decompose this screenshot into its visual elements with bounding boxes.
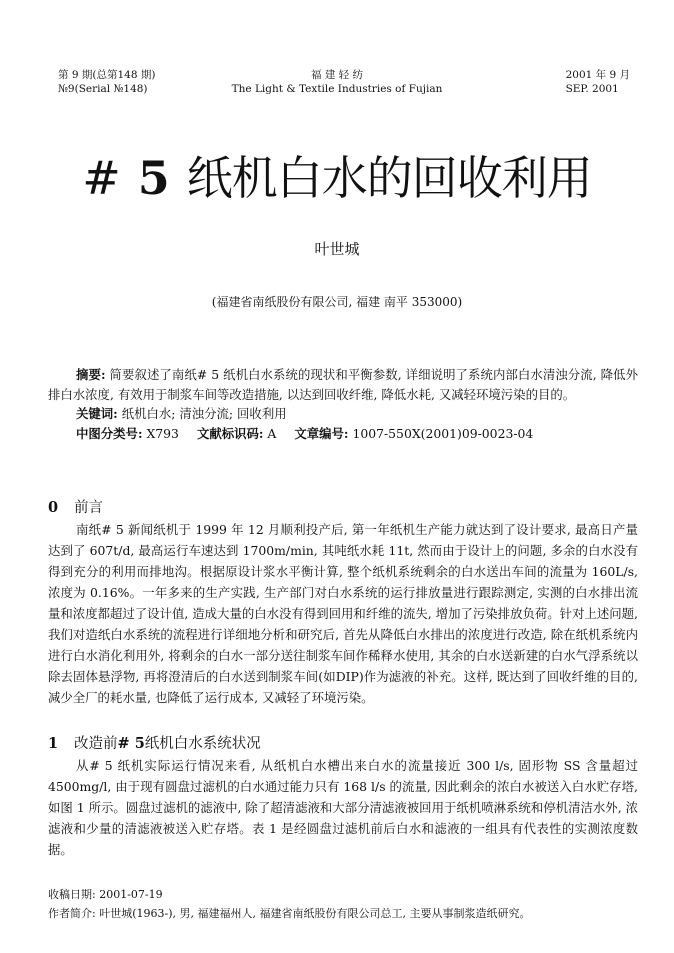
author-affiliation: (福建省南纸股份有限公司, 福建 南平 353000) (211, 295, 463, 309)
abstract-block (48, 365, 638, 443)
abstract (48, 365, 638, 404)
title-prefix: # (82, 151, 120, 205)
section-number: 1 (48, 735, 59, 752)
section-heading (48, 497, 638, 519)
journal-name-en: The Light & Textile Industries of Fujian (231, 83, 443, 95)
received-date: 收稿日期: 2001-07-19 (48, 888, 163, 901)
article-no-field (294, 426, 533, 441)
paper-title (0, 148, 674, 208)
journal-date (566, 68, 630, 96)
keywords-label: 关键词: (76, 406, 118, 421)
body-paragraph: 南纸# 5 新闻纸机于 1999 年 12 月顺利投产后, 第一年纸机生产能力就达到了设计要求, 最高日产量达到了 607t/d, 最高运行车速达到 1700m/min, 其吨纸水耗 11t, 然而由于设计上的问题, 多余的白水没有得到充分的利用而排地沟。根据原设计浆水平衡计算, 整个纸机系统剩余的白水送出车间的流量为 160L/s, 浓度为 0.16%。一年多来的生产实践, 生产部门对白水系统的运行排放量进行跟踪测定, 实测的白水排出流量和浓度都超过了设计值, 造成大量的白水没有得到回用和纤维的流失, 增加了污染排放负荷。针对上述问题, 我们对造纸白水系统的流程进行详细地分析和研究后, 首先从降低白水排出的浓度进行改造, 除在纸机系统内进行白水消化利用外, 将剩余的白水一部分送往制浆车间作稀释水使用, 其余的白水送新建的白水气浮系统以除去固体悬浮物, 再将澄清后的白水送到制浆车间(如DIP)作为滤液的补充。这样, 既达到了回收纤维的目的, 减少全厂的耗水量, 也降低了运行成本, 又减轻了环境污染。 (48, 522, 638, 705)
issue-number-en: №9(Serial №148) (58, 83, 148, 95)
section-title-pre: 改造前 (74, 736, 118, 752)
date-en: SEP. 2001 (565, 83, 619, 95)
keywords (48, 404, 638, 424)
clc-value: X793 (142, 425, 179, 441)
classification-line (48, 424, 638, 444)
author-name: 叶世城 (314, 240, 360, 258)
article-no-value: 1007-550X(2001)09-0023-04 (348, 425, 534, 441)
journal-name-cn: 福 建 轻 纺 (310, 69, 363, 81)
clc-label: 中图分类号: (76, 425, 143, 441)
section-title-machine: # 5 (117, 735, 145, 752)
issue-number-cn: 第 9 期(总第148 期) (58, 69, 156, 81)
section-heading (48, 733, 638, 755)
author-bio: 作者简介: 叶世城(1963-), 男, 福建福州人, 福建省南纸股份有限公司总工, 主要从事制浆造纸研究。 (48, 907, 531, 920)
article-no-label: 文章编号: (294, 425, 349, 441)
footnote (48, 885, 648, 923)
section-title: 前言 (74, 500, 103, 516)
abstract-text: 简要叙述了南纸# 5 纸机白水系统的现状和平衡参数, 详细说明了系统内部白水清浊分流, 降低外排白水浓度, 有效用于制浆车间等改造措施, 以达到回收纤维, 降低水耗, 又减轻环境污染的目的。 (48, 367, 638, 402)
doc-code-field (197, 426, 276, 441)
doc-code-value: A (263, 425, 277, 441)
section-number: 0 (48, 499, 59, 516)
section-introduction (48, 497, 638, 708)
date-cn: 2001 年 9 月 (565, 69, 630, 81)
title-text: 纸机白水的回收利用 (186, 151, 592, 205)
abstract-label: 摘要: (76, 367, 106, 382)
section-status-before (48, 733, 638, 860)
clc-field (76, 426, 179, 441)
keywords-text: 纸机白水; 清浊分流; 回收利用 (117, 406, 287, 421)
doc-code-label: 文献标识码: (196, 425, 264, 441)
body-paragraph: 从# 5 纸机实际运行情况来看, 从纸机白水槽出来白水的流量接近 300 l/s, 固形物 SS 含量超过 4500mg/l, 由于现有圆盘过滤机的白水通过能力只有 168 l/s 的流量, 因此剩余的浓白水被送入白水贮存塔, 如图 1 所示。圆盘过滤机的滤液中, 除了超清滤液和大部分清滤液被回用于纸机喷淋系统和停机清洁水外, 浓滤液和少量的清滤液被送入贮存塔。表 1 是经圆盘过滤机前后白水和滤液的一组具有代表性的实测浓度数据。 (48, 758, 638, 857)
section-title-post: 纸机白水系统状况 (144, 736, 261, 752)
title-number: 5 (137, 151, 169, 205)
